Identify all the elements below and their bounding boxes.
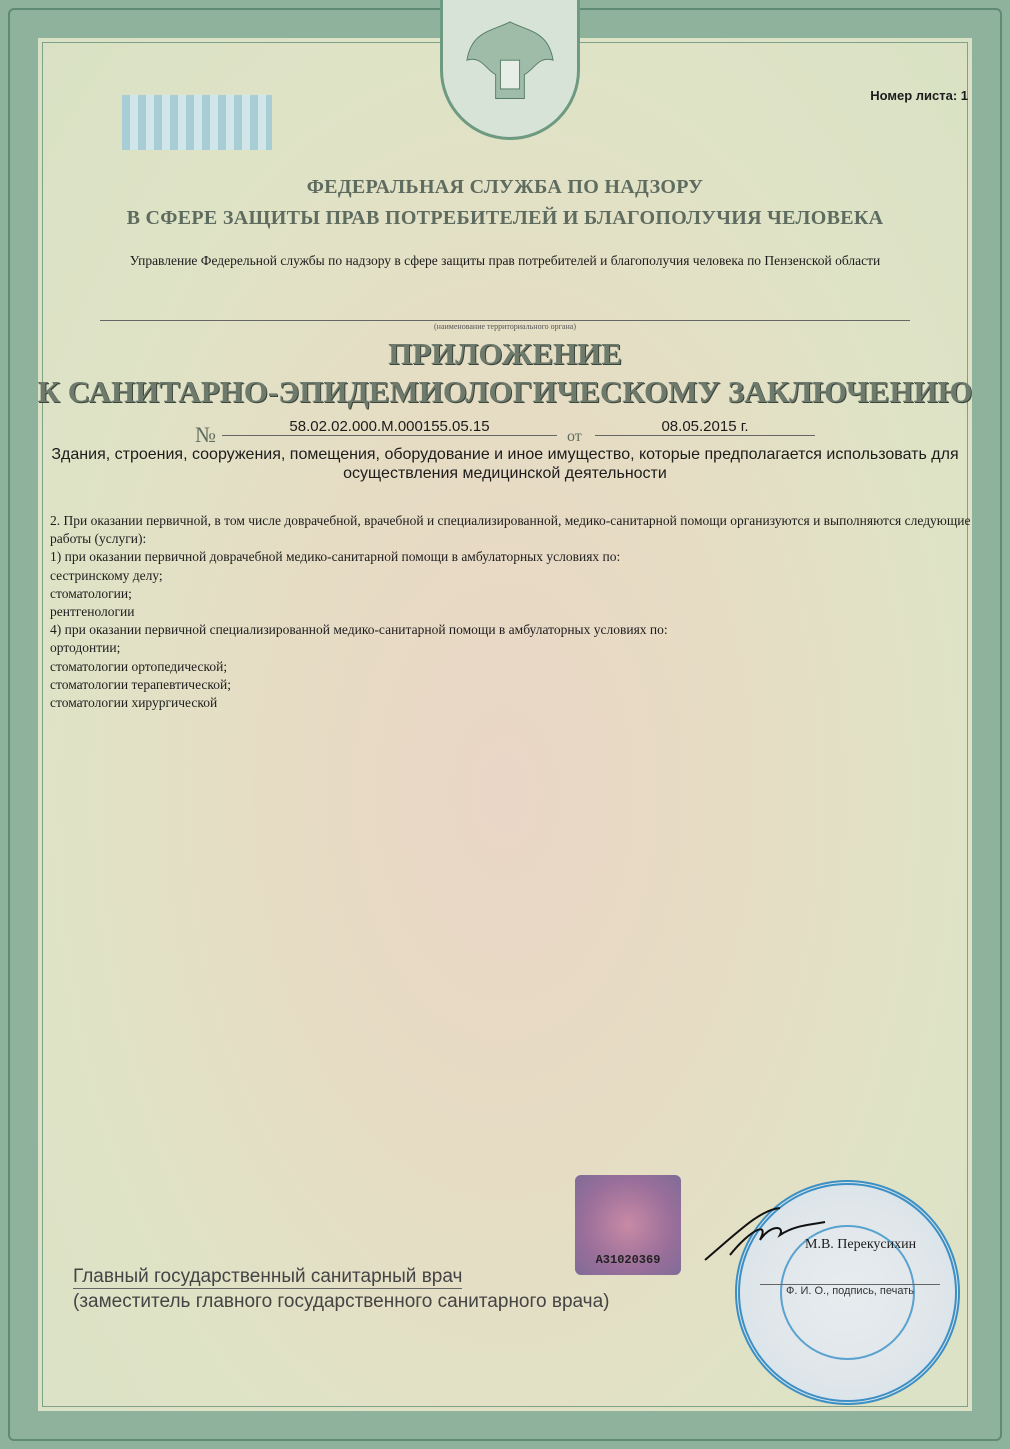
conclusion-number: 58.02.02.000.М.000155.05.15 [222, 418, 557, 436]
coat-of-arms-emblem-icon [440, 0, 580, 140]
divider [100, 320, 910, 321]
header-line-2: В СФЕРЕ ЗАЩИТЫ ПРАВ ПОТРЕБИТЕЛЕЙ И БЛАГОПОЛУЧИЯ ЧЕЛОВЕКА [126, 207, 884, 229]
hologram-sticker [575, 1175, 681, 1275]
number-label: № [195, 422, 216, 447]
object-description: Здания, строения, сооружения, помещения, оборудование и иное имущество, которые предполагается использовать для осуществления медицинской деятельности [51, 446, 959, 482]
position-subtitle: (заместитель главного государственного санитарного врача) [73, 1291, 610, 1312]
services-list [50, 512, 980, 712]
list-item: стоматологии; [50, 585, 132, 601]
signature-icon [700, 1200, 830, 1270]
list-item: сестринскому делу; [50, 567, 163, 583]
list-item: рентгенологии [50, 604, 135, 620]
sheet-number: Номер листа: 1 [870, 88, 968, 103]
list-item: 4) при оказании первичной специализированной медико-санитарной помощи в амбулаторных условиях по: [50, 622, 668, 638]
signer-caption: Ф. И. О., подпись, печать [760, 1284, 940, 1297]
hologram-strip [122, 95, 272, 150]
list-item: стоматологии терапевтической; [50, 676, 231, 692]
signer-name: М.В. Перекусихин [805, 1237, 917, 1252]
authority-caption: (наименование территориального органа) [434, 322, 576, 331]
list-item: ортодонтии; [50, 640, 121, 656]
date-label: от [567, 428, 582, 445]
list-item: 1) при оказании первичной доврачебной медико-санитарной помощи в амбулаторных условиях по: [50, 549, 621, 565]
hologram-serial: А31020369 [595, 1253, 661, 1267]
title-line-2: К САНИТАРНО-ЭПИДЕМИОЛОГИЧЕСКОМУ ЗАКЛЮЧЕНИЮ [37, 374, 973, 409]
title-line-1: ПРИЛОЖЕНИЕ [388, 336, 622, 371]
authority-name: Управление Федерельной службы по надзору в сфере защиты прав потребителей и благополучия человека по Пензенской области [129, 253, 881, 268]
position-title: Главный государственный санитарный врач [73, 1266, 463, 1287]
list-item: 2. При оказании первичной, в том числе доврачебной, врачебной и специализированной, медико-санитарной помощи организуются и выполняются следующие работы (услуги): [50, 513, 971, 547]
list-item: стоматологии ортопедической; [50, 658, 228, 674]
list-item: стоматологии хирургической [50, 695, 218, 711]
header-line-1: ФЕДЕРАЛЬНАЯ СЛУЖБА ПО НАДЗОРУ [306, 176, 704, 198]
conclusion-date: 08.05.2015 г. [595, 418, 815, 436]
